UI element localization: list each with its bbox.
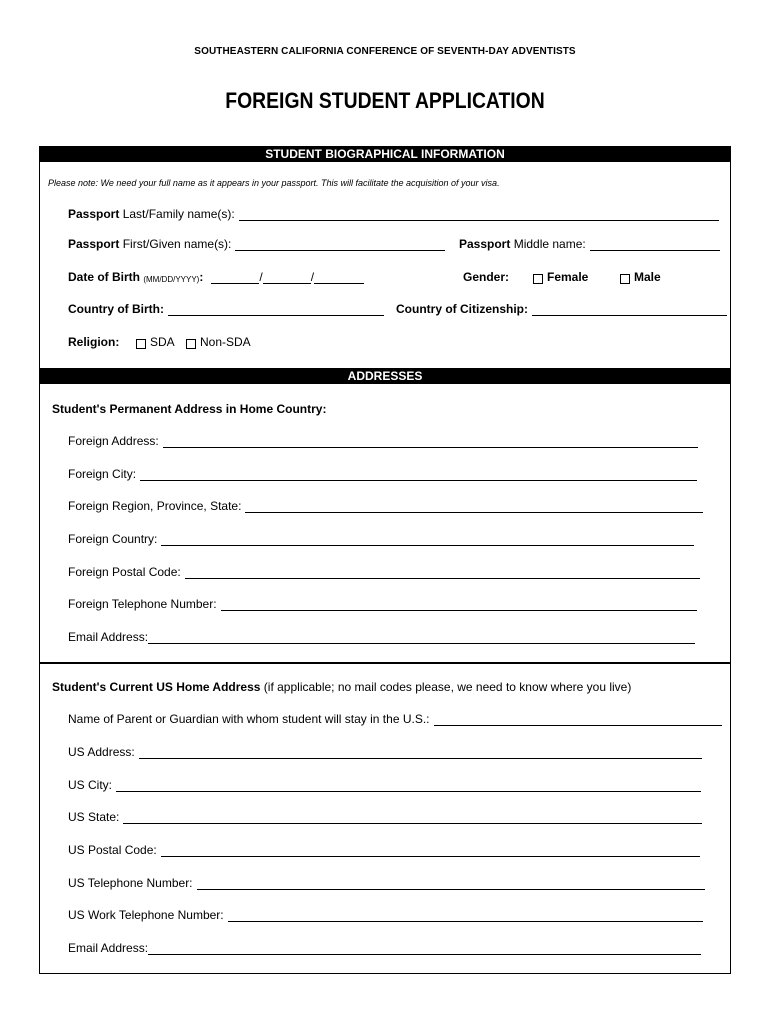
us-city-field[interactable] [116, 780, 701, 792]
non-sda-option[interactable] [186, 335, 251, 349]
country-citizenship-label: Country of Citizenship: [396, 302, 528, 316]
first-name-field[interactable] [235, 239, 445, 251]
foreign-phone-field[interactable] [221, 599, 697, 611]
us-state-field[interactable] [123, 812, 702, 824]
sda-label: SDA [150, 335, 175, 349]
foreign-region-field[interactable] [245, 501, 703, 513]
passport-note: Please note: We need your full name as it appears in your passport. This will facilitate the acquisition of your visa. [48, 178, 500, 188]
us-work-phone-row [68, 908, 703, 922]
female-checkbox[interactable] [533, 274, 543, 284]
foreign-country-row [68, 532, 694, 546]
us-phone-row [68, 876, 705, 890]
foreign-phone-row [68, 597, 697, 611]
guardian-label: Name of Parent or Guardian with whom student will stay in the U.S.: [68, 712, 430, 726]
foreign-email-field[interactable] [148, 632, 695, 644]
gender-row [463, 270, 509, 284]
foreign-country-field[interactable] [161, 534, 694, 546]
permanent-address-heading [52, 402, 326, 416]
us-phone-label: US Telephone Number: [68, 876, 193, 890]
foreign-region-row [68, 499, 703, 513]
non-sda-label: Non-SDA [200, 335, 251, 349]
us-address-row [68, 745, 702, 759]
passport-word: Passport [459, 237, 511, 251]
female-label: Female [547, 270, 589, 284]
us-city-row [68, 778, 701, 792]
foreign-postal-label: Foreign Postal Code: [68, 565, 181, 579]
foreign-phone-label: Foreign Telephone Number: [68, 597, 217, 611]
male-option[interactable] [620, 270, 661, 284]
us-email-row [68, 941, 701, 955]
dob-slash: / [259, 270, 263, 284]
citizenship-row [396, 302, 727, 316]
foreign-address-row [68, 434, 698, 448]
foreign-address-field[interactable] [163, 436, 698, 448]
dob-row [68, 270, 364, 284]
middle-name-field[interactable] [590, 239, 720, 251]
last-name-row [68, 207, 719, 221]
us-work-phone-label: US Work Telephone Number: [68, 908, 224, 922]
sda-option[interactable] [136, 335, 175, 349]
dob-slash: / [310, 270, 315, 284]
us-postal-row [68, 843, 700, 857]
foreign-city-row [68, 467, 697, 481]
permanent-heading-text: Student's Permanent Address in Home Country: [52, 402, 327, 416]
dob-year-field[interactable] [314, 272, 364, 284]
dob-label: Date of Birth [68, 270, 140, 284]
religion-row [68, 335, 119, 349]
foreign-postal-row [68, 565, 700, 579]
first-name-label: First/Given name(s): [122, 237, 232, 251]
us-address-label: US Address: [68, 745, 135, 759]
dob-colon: : [199, 270, 204, 284]
us-postal-label: US Postal Code: [68, 843, 157, 857]
foreign-postal-field[interactable] [185, 567, 700, 579]
guardian-field[interactable] [434, 714, 722, 726]
us-email-label: Email Address: [68, 941, 149, 955]
dob-month-field[interactable] [211, 272, 259, 284]
country-birth-label: Country of Birth: [68, 302, 164, 316]
foreign-address-label: Foreign Address: [68, 434, 159, 448]
dob-day-field[interactable] [263, 272, 311, 284]
us-postal-field[interactable] [161, 845, 700, 857]
female-option[interactable] [533, 270, 588, 284]
last-name-label: Last/Family name(s): [122, 207, 235, 221]
foreign-email-row [68, 630, 695, 644]
foreign-email-label: Email Address: [68, 630, 149, 644]
country-birth-field[interactable] [168, 304, 384, 316]
country-citizenship-field[interactable] [532, 304, 727, 316]
foreign-city-label: Foreign City: [68, 467, 137, 481]
guardian-row [68, 712, 722, 726]
middle-name-row [459, 237, 720, 251]
passport-word: Passport [68, 237, 120, 251]
country-birth-row [68, 302, 384, 316]
us-phone-field[interactable] [197, 878, 705, 890]
passport-word: Passport [68, 207, 120, 221]
foreign-country-label: Foreign Country: [68, 532, 158, 546]
last-name-field[interactable] [239, 209, 719, 221]
dob-format: (MM/DD/YYYY) [143, 275, 200, 284]
non-sda-checkbox[interactable] [186, 339, 196, 349]
us-address-field[interactable] [139, 747, 702, 759]
middle-name-label: Middle name: [513, 237, 586, 251]
male-checkbox[interactable] [620, 274, 630, 284]
us-state-row [68, 810, 702, 824]
male-label: Male [634, 270, 661, 284]
religion-label: Religion: [68, 335, 120, 349]
foreign-region-label: Foreign Region, Province, State: [68, 499, 242, 513]
us-email-field[interactable] [148, 943, 701, 955]
us-work-phone-field[interactable] [228, 910, 703, 922]
gender-label: Gender: [463, 270, 510, 284]
us-state-label: US State: [68, 810, 120, 824]
foreign-city-field[interactable] [140, 469, 697, 481]
organization-name: SOUTHEASTERN CALIFORNIA CONFERENCE OF SEVENTH-DAY ADVENTISTS [194, 46, 576, 57]
us-heading-note: (if applicable; no mail codes please, we need to know where you live) [263, 680, 632, 694]
us-heading-text: Student's Current US Home Address [52, 680, 261, 694]
us-city-label: US City: [68, 778, 113, 792]
bio-section-header: STUDENT BIOGRAPHICAL INFORMATION [39, 146, 731, 162]
first-name-row [68, 237, 445, 251]
addresses-section-header: ADDRESSES [39, 368, 731, 384]
sda-checkbox[interactable] [136, 339, 146, 349]
us-address-heading [52, 680, 631, 694]
form-title: FOREIGN STUDENT APPLICATION [225, 88, 545, 113]
